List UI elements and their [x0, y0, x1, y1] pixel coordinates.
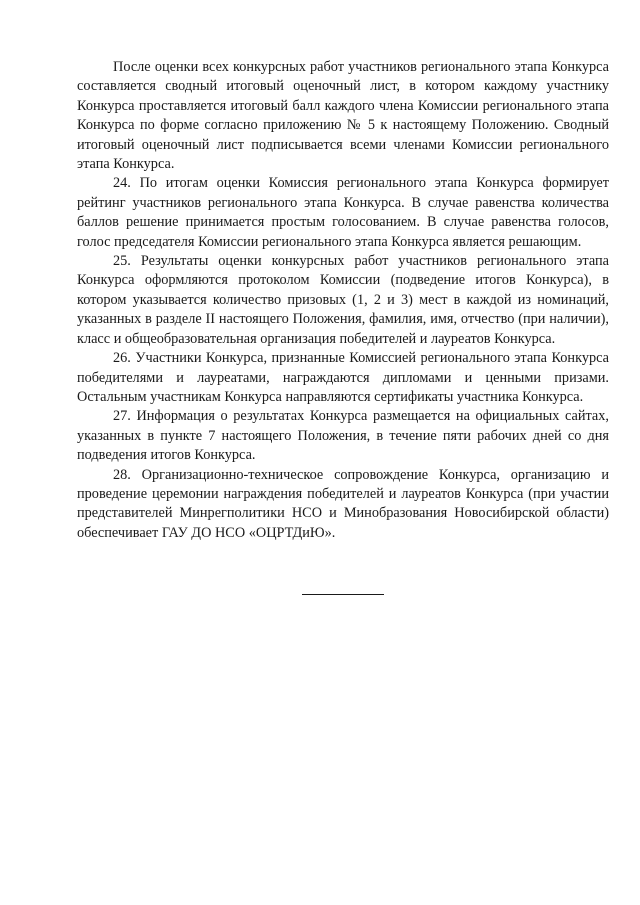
paragraph-25-protocol: 25. Результаты оценки конкурсных работ участников регионального этапа Конкурса оформляются протоколом Комиссии (подведение итогов Конкурса), в котором указывается количество призовых (1, 2 и 3) мест в каждой из номинаций, указанных в разделе II настоящего Положения, фамилия, имя, отчество (при наличии), класс и общеобразовательная организация победителей и лауреатов Конкурса. [77, 253, 609, 347]
end-of-document-line [302, 594, 384, 595]
document-body [77, 58, 609, 543]
paragraph-24-rating: 24. По итогам оценки Комиссия регионального этапа Конкурса формирует рейтинг участников регионального этапа Конкурса. В случае равенства количества баллов решение принимается простым голосованием. В случае равенства голосов, голос председателя Комиссии регионального этапа Конкурса является решающим. [77, 175, 609, 250]
paragraph-summary-sheet: После оценки всех конкурсных работ участников регионального этапа Конкурса составляется сводный итоговый оценочный лист, в котором каждому участнику Конкурса проставляется итоговый балл каждого члена Комиссии регионального этапа Конкурса по форме согласно приложению № 5 к настоящему Положению. Сводный итоговый оценочный лист подписывается всеми членами Комиссии регионального этапа Конкурса. [77, 59, 609, 173]
paragraph-28-organization: 28. Организационно-техническое сопровождение Конкурса, организацию и проведение церемонии награждения победителей и лауреатов Конкурса (при участии представителей Минрегполитики НСО и Минобразования Новосибирской области) обеспечивает ГАУ ДО НСО «ОЦРТДиЮ». [77, 466, 609, 541]
paragraph-26-awards: 26. Участники Конкурса, признанные Комиссией регионального этапа Конкурса победителями и лауреатами, награждаются дипломами и ценными призами. Остальным участникам Конкурса направляются сертификаты участника Конкурса. [77, 350, 609, 405]
paragraph-27-publication: 27. Информация о результатах Конкурса размещается на официальных сайтах, указанных в пункте 7 настоящего Положения, в течение пяти рабочих дней со дня подведения итогов Конкурса. [77, 408, 609, 464]
